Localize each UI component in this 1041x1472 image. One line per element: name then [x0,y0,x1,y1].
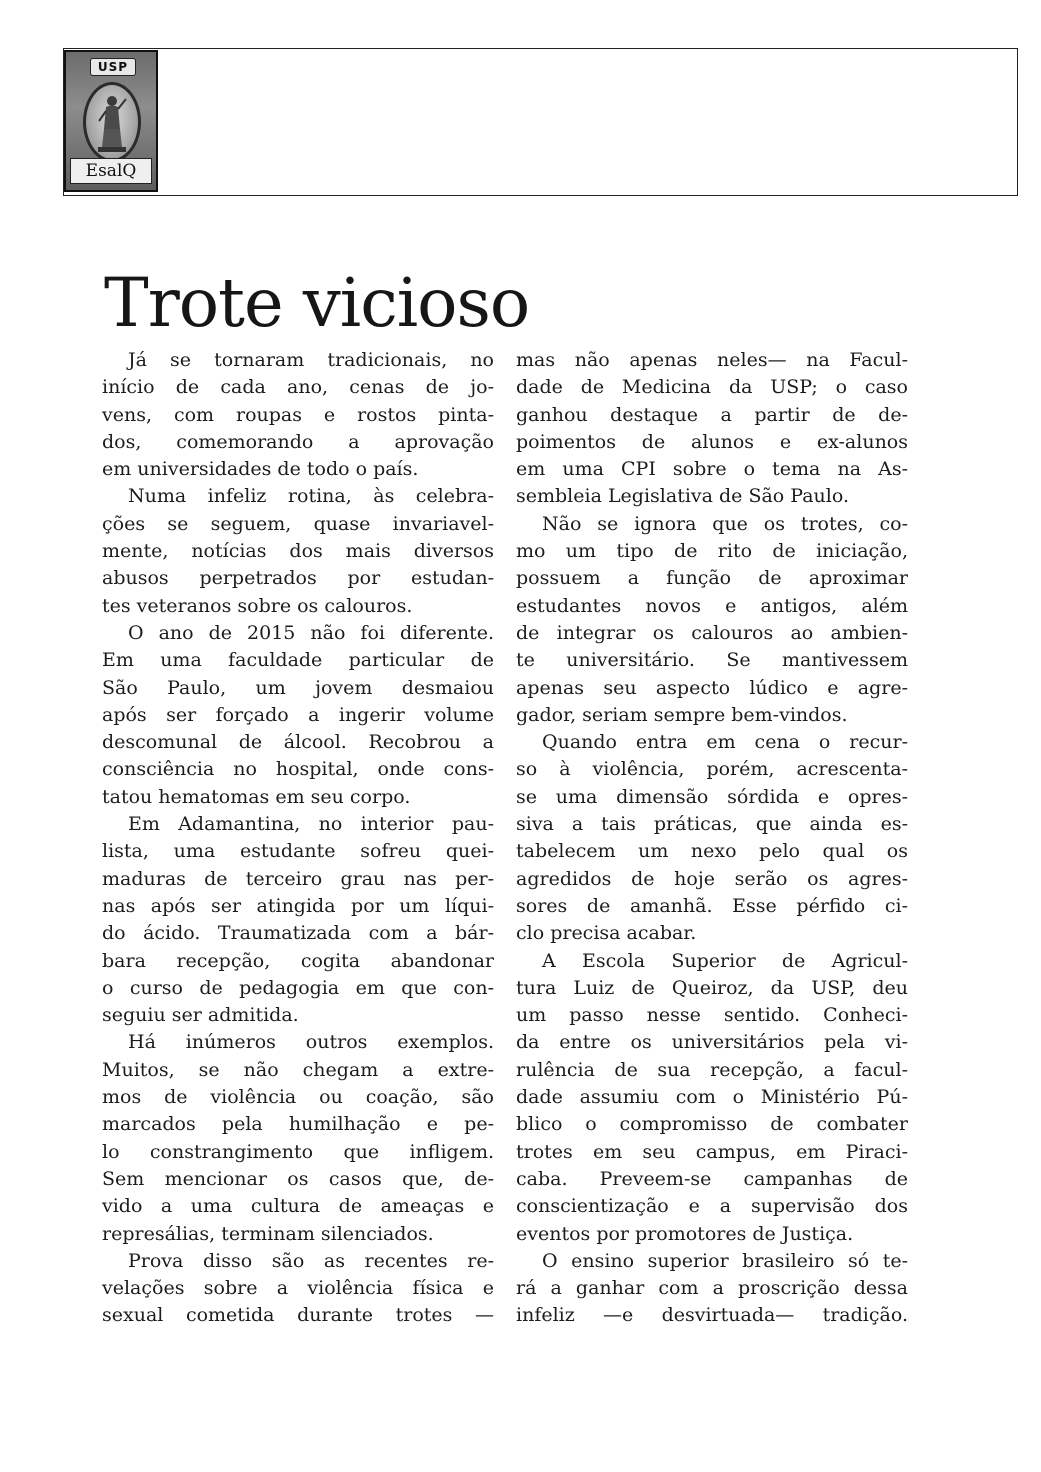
article-title: Trote vicioso [104,264,530,342]
text-line: em uma CPI sobre o tema na As- [516,458,908,481]
text-line: O ano de 2015 não foi diferente. [128,621,494,644]
text-line: Numa infeliz rotina, às celebra- [128,485,494,508]
esalq-logo [64,50,158,192]
text-line: trotes em seu campus, em Piraci- [516,1140,908,1163]
article-column-right [516,347,908,1330]
text-line: Já se tornaram tradicionais, no [128,349,494,371]
text-line: poimentos de alunos e ex-alunos [516,430,908,453]
text-line: vido a uma cultura de ameaças e [102,1195,494,1218]
text-line: lista, uma estudante sofreu quei- [102,840,494,863]
text-line: Em Adamantina, no interior pau- [128,813,494,836]
text-line: abusos perpetrados por estudan- [102,567,494,590]
text-line: ganhou destaque a partir de de- [516,403,908,426]
text-line: lo constrangimento que infligem. [102,1140,494,1163]
text-line: possuem a função de aproximar [516,567,908,590]
text-line: siva a tais práticas, que ainda es- [516,813,908,836]
text-line: tura Luiz de Queiroz, da USP, deu [516,976,908,999]
text-line: início de cada ano, cenas de jo- [102,376,494,399]
text-line: caba. Preveem-se campanhas de [516,1167,908,1190]
text-line: descomunal de álcool. Recobrou a [102,731,494,754]
text-line: gador, seriam sempre bem-vindos. [516,703,848,726]
text-line: sores de amanhã. Esse pérfido ci- [516,894,908,917]
statue-icon [86,85,138,159]
text-line: após ser forçado a ingerir volume [102,703,494,726]
text-line: so à violência, porém, acrescenta- [516,758,908,781]
text-line: se uma dimensão sórdida e opres- [516,785,908,808]
text-line: de integrar os calouros ao ambien- [516,621,908,644]
text-line: vens, com roupas e rostos pinta- [102,403,494,426]
text-line: do ácido. Traumatizada com a bár- [102,922,494,945]
text-line: mo um tipo de rito de iniciação, [516,540,908,563]
text-line: rá a ganhar com a proscrição dessa [516,1277,908,1300]
logo-usp-label: USP [90,58,136,76]
text-line: dade assumiu com o Ministério Pú- [516,1086,908,1109]
text-line: rulência de sua recepção, a facul- [516,1058,908,1081]
text-line: mas não apenas neles— na Facul- [516,349,908,371]
text-line: o curso de pedagogia em que con- [102,976,494,999]
text-line: apenas seu aspecto lúdico e agre- [516,676,908,699]
text-line: nas após ser atingida por um líqui- [102,894,494,917]
text-line: da entre os universitários pela vi- [516,1031,908,1054]
text-line: clo precisa acabar. [516,922,697,945]
text-line: consciência no hospital, onde cons- [102,758,494,781]
text-line: Quando entra em cena o recur- [542,731,908,754]
text-line: dade de Medicina da USP; o caso [516,376,908,399]
text-line: conscientização e a supervisão dos [516,1195,908,1218]
text-line: mos de violência ou coação, são [102,1086,494,1109]
text-line: velações sobre a violência física e [102,1277,494,1300]
text-line: O ensino superior brasileiro só te- [542,1249,908,1272]
text-line: Prova disso são as recentes re- [128,1249,494,1272]
text-line: um passo nesse sentido. Conheci- [516,1004,908,1027]
text-line: sembleia Legislativa de São Paulo. [516,485,849,508]
text-line: Não se ignora que os trotes, co- [542,512,908,535]
text-line: mente, notícias dos mais diversos [102,540,494,563]
text-line: infeliz —e desvirtuada— tradição. [516,1304,908,1327]
text-line: A Escola Superior de Agricul- [542,949,908,972]
text-line: ções se seguem, quase invariavel- [102,512,494,535]
text-line: dos, comemorando a aprovação [102,430,494,453]
text-line: maduras de terceiro grau nas per- [102,867,494,890]
logo-emblem-icon [83,82,141,162]
text-line: Em uma faculdade particular de [102,649,494,672]
text-line: eventos por promotores de Justiça. [516,1222,854,1245]
article-column-left [102,347,494,1330]
text-line: tatou hematomas em seu corpo. [102,785,411,808]
text-line: sexual cometida durante trotes — [102,1304,494,1327]
text-line: agredidos de hoje serão os agres- [516,867,908,890]
text-line: seguiu ser admitida. [102,1004,299,1027]
text-line: blico o compromisso de combater [516,1113,908,1136]
text-line: marcados pela humilhação e pe- [102,1113,494,1136]
logo-esalq-label: EsalQ [70,158,152,184]
text-line: Muitos, se não chegam a extre- [102,1058,494,1081]
text-line: tes veteranos sobre os calouros. [102,594,413,617]
text-line: em universidades de todo o país. [102,458,419,481]
text-line: Há inúmeros outros exemplos. [128,1031,494,1054]
text-line: te universitário. Se mantivessem [516,649,908,672]
header-frame [63,48,1018,196]
text-line: São Paulo, um jovem desmaiou [102,676,494,699]
text-line: bara recepção, cogita abandonar [102,949,494,972]
text-line: represálias, terminam silenciados. [102,1222,434,1245]
text-line: estudantes novos e antigos, além [516,594,908,617]
text-line: tabelecem um nexo pelo qual os [516,840,908,863]
text-line: Sem mencionar os casos que, de- [102,1167,494,1190]
